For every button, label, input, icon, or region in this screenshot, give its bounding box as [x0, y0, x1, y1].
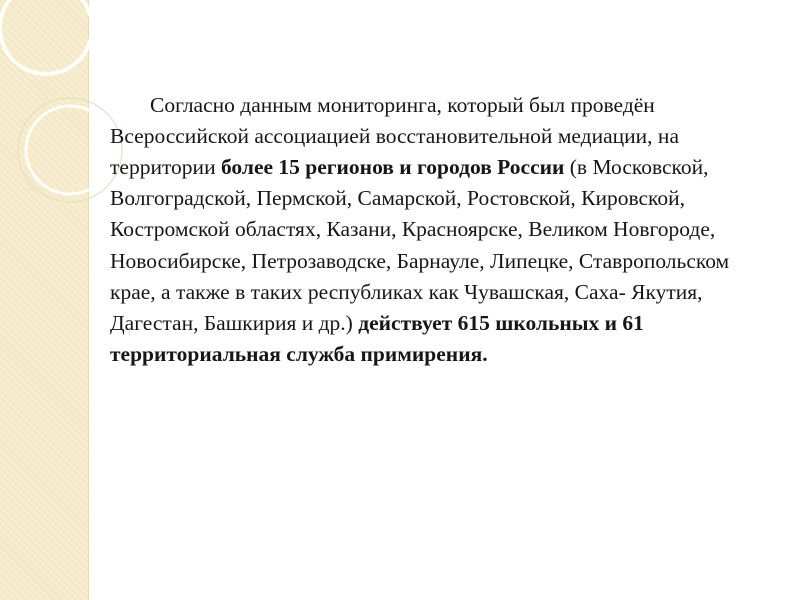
- paragraph-bold-services: действует 615 школьных и 61 территориальная служба примирения.: [110, 310, 644, 367]
- paragraph-bold-regions: более 15 регионов и городов России: [220, 154, 565, 179]
- main-paragraph: [110, 90, 760, 371]
- paragraph-text-part2: (в Московской, Волгоградской, Пермской, Самарской, Ростовской, Кировской, Костромской областях, Казани, Красноярске, Великом Новгороде, Новосибирске, Петрозаводске, Барнауле, Липецке, Ставропольском крае, а также в таких республиках как Чувашская, Саха- Якутия, Дагестан, Башкирия и др.): [110, 154, 730, 335]
- paragraph-text-part1: Согласно данным мониторинга, который был проведён Всероссийской ассоциацией восстановительной медиации, на территории: [110, 92, 679, 179]
